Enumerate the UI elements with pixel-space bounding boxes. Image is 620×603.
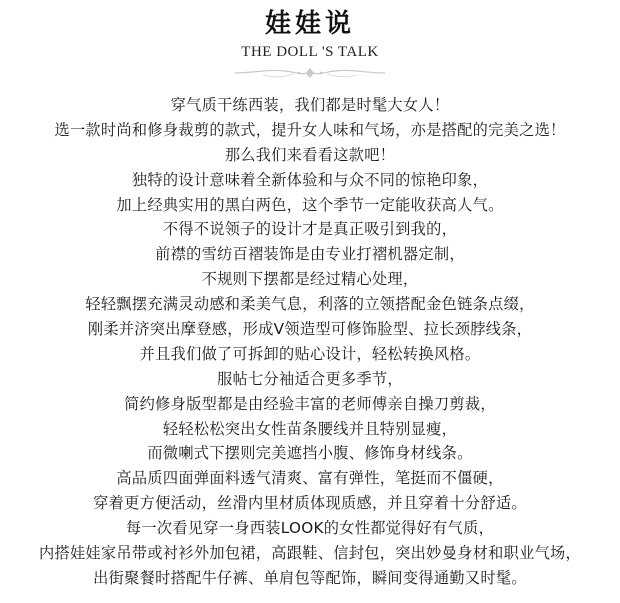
- text-line: 选一款时尚和修身裁剪的款式，提升女人味和气场，亦是搭配的完美之选！: [54, 120, 566, 139]
- text-line: 不得不说领子的设计才是真正吸引到我的，: [162, 220, 458, 239]
- text-line: 而微喇式下摆则完美遮挡小腹、修饰身材线条。: [147, 444, 473, 463]
- text-line: 内搭娃娃家吊带或衬衫外加包裙，高跟鞋、信封包，突出妙曼身材和职业气场，: [38, 544, 582, 563]
- text-line: 并且我们做了可拆卸的贴心设计，轻松转换风格。: [139, 344, 481, 363]
- text-line: 每一次看见穿一身西装LOOK的女性都觉得好有气质，: [125, 519, 495, 538]
- text-line: 高品质四面弹面料透气清爽、富有弹性，笔挺而不僵硬，: [116, 469, 504, 488]
- text-line: 出街聚餐时搭配牛仔裤、单肩包等配饰，瞬间变得通勤又时髦。: [93, 568, 527, 587]
- page-subtitle: THE DOLL 'S TALK: [241, 44, 379, 60]
- text-line: 轻轻飘摆充满灵动感和柔美气息，利落的立领搭配金色链条点缀，: [85, 295, 535, 314]
- text-line: 穿着更方便活动，丝滑内里材质体现质感，并且穿着十分舒适。: [93, 494, 527, 513]
- text-line: 前襟的雪纺百褶装饰是由专业打褶机器定制，: [155, 245, 465, 264]
- page-title: 娃娃说: [264, 9, 355, 39]
- text-line: 穿气质干练西装，我们都是时髦大女人！: [170, 96, 450, 114]
- text-line: 那么我们来看看这款吧！: [224, 145, 396, 164]
- text-line: 服帖七分袖适合更多季节，: [217, 369, 403, 388]
- article-body: [0, 93, 620, 591]
- text-line: 简约修身版型都是由经验丰富的老师傅亲自操刀剪裁，: [124, 394, 496, 413]
- text-line: 刚柔并济突出摩登感，形成V领造型可修饰脸型、拉长颈脖线条，: [87, 320, 533, 339]
- text-line: 轻轻松松突出女性苗条腰线并且特别显瘦，: [162, 419, 458, 438]
- text-line: 加上经典实用的黑白两色，这个季节一定能收获高人气。: [116, 195, 504, 214]
- text-line: 独特的设计意味着全新体验和与众不同的惊艳印象，: [131, 170, 489, 189]
- text-line: 不规则下摆都是经过精心处理，: [201, 270, 419, 289]
- decorative-divider-icon: [233, 66, 387, 80]
